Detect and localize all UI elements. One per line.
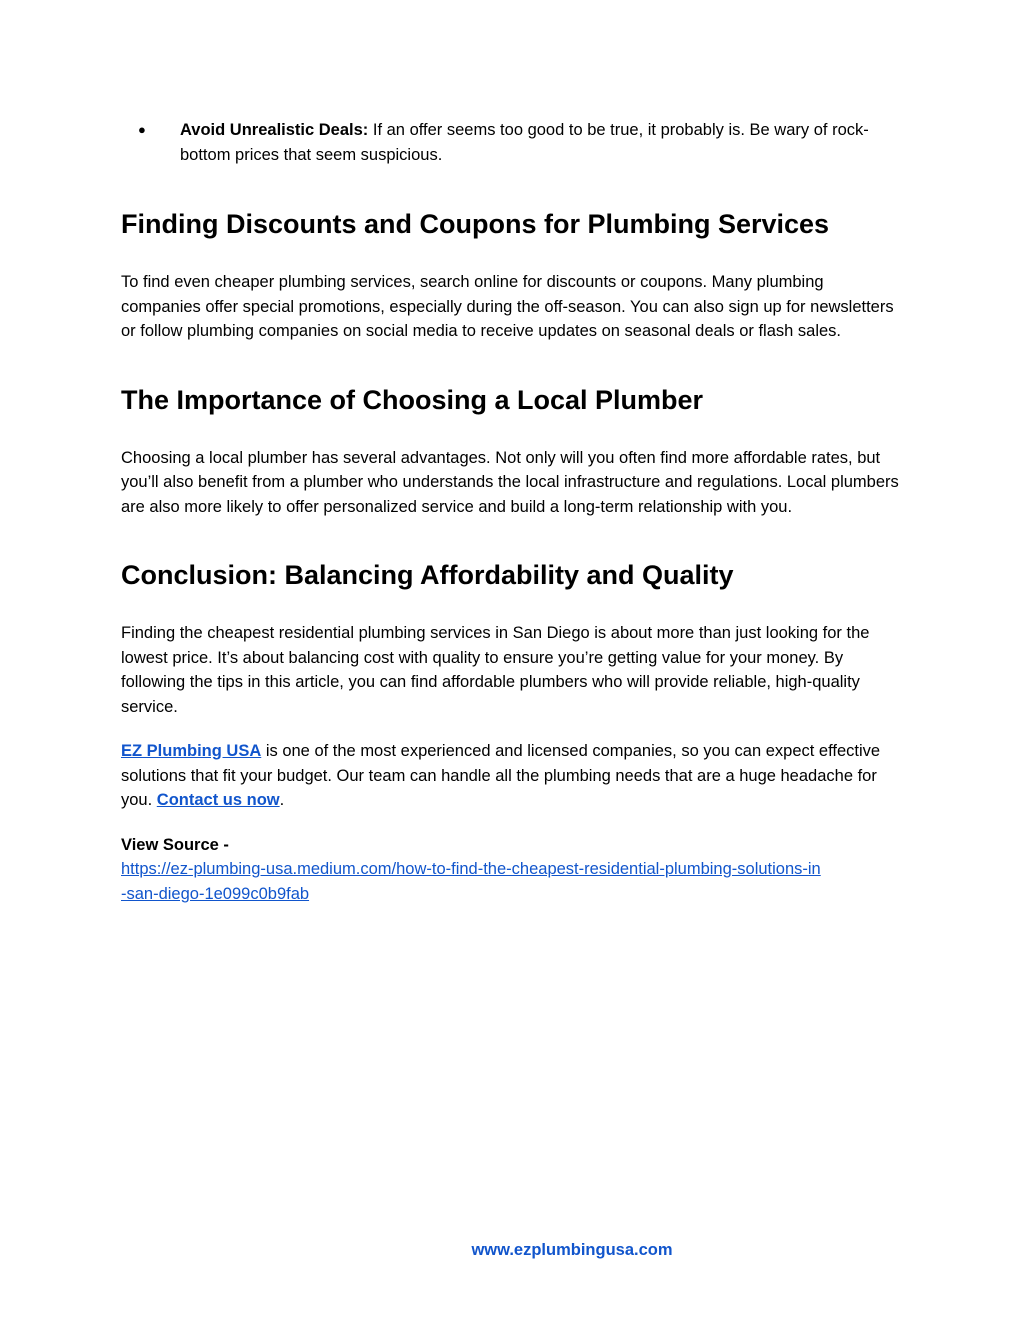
bullet-body-text: If an offer seems too good to be true, it probably is. Be wary of rock-bottom prices that seem suspicious. [180, 121, 869, 164]
source-url-line-1: https://ez-plumbing-usa.medium.com/how-to-find-the-cheapest-residential-plumbing-solutions-in [121, 860, 821, 878]
section-heading-discounts: Finding Discounts and Coupons for Plumbing Services [121, 209, 830, 239]
section-heading-local-plumber: The Importance of Choosing a Local Plumber [121, 384, 704, 415]
section-body-local-plumber: Choosing a local plumber has several advantages. Not only will you often find more affordable rates, but you’ll also benefit from a plumber who understands the local infrastructure and regulations. Local plumbers are also more likely to offer personalized service and build a long-term relationship with you. [121, 448, 899, 516]
source-paragraph [121, 833, 905, 907]
source-url-line-2: -san-diego-1e099c0b9fab [121, 884, 310, 903]
bullet-lead-text: Avoid Unrealistic Deals: [180, 121, 369, 139]
source-url-link[interactable] [121, 857, 905, 906]
promo-text-1: is one of the most experienced and licensed companies, so you can expect effective solutions that fit your budget. Our team can handle all the plumbing needs that are a huge headache for you. [121, 742, 881, 809]
promo-text-2: . [279, 791, 285, 809]
bullet-dot-icon: ● [138, 122, 146, 137]
footer [0, 1241, 1024, 1260]
section-body-conclusion: Finding the cheapest residential plumbing services in San Diego is about more than just looking for the lowest price. It’s about balancing cost with quality to ensure you’re getting value for your money. By following the tips in this article, you can find affordable plumbers who will provide reliable, high-quality service. [121, 624, 870, 716]
contact-us-link[interactable]: Contact us now [156, 791, 280, 809]
section-heading-conclusion: Conclusion: Balancing Affordability and Quality [121, 560, 734, 590]
document-content [121, 118, 905, 906]
footer-website-link[interactable]: www.ezplumbingusa.com [471, 1241, 673, 1259]
section-body-discounts: To find even cheaper plumbing services, search online for discounts or coupons. Many plumbing companies offer special promotions, especially during the off-season. You can also sign up for newsletters or follow plumbing companies on social media to receive updates on seasonal deals or flash sales. [121, 273, 894, 340]
view-source-label: View Source - [121, 835, 229, 854]
bullet-item-unrealistic-deals [121, 118, 905, 167]
ez-plumbing-usa-link[interactable]: EZ Plumbing USA [121, 742, 262, 760]
promo-paragraph [121, 739, 905, 813]
